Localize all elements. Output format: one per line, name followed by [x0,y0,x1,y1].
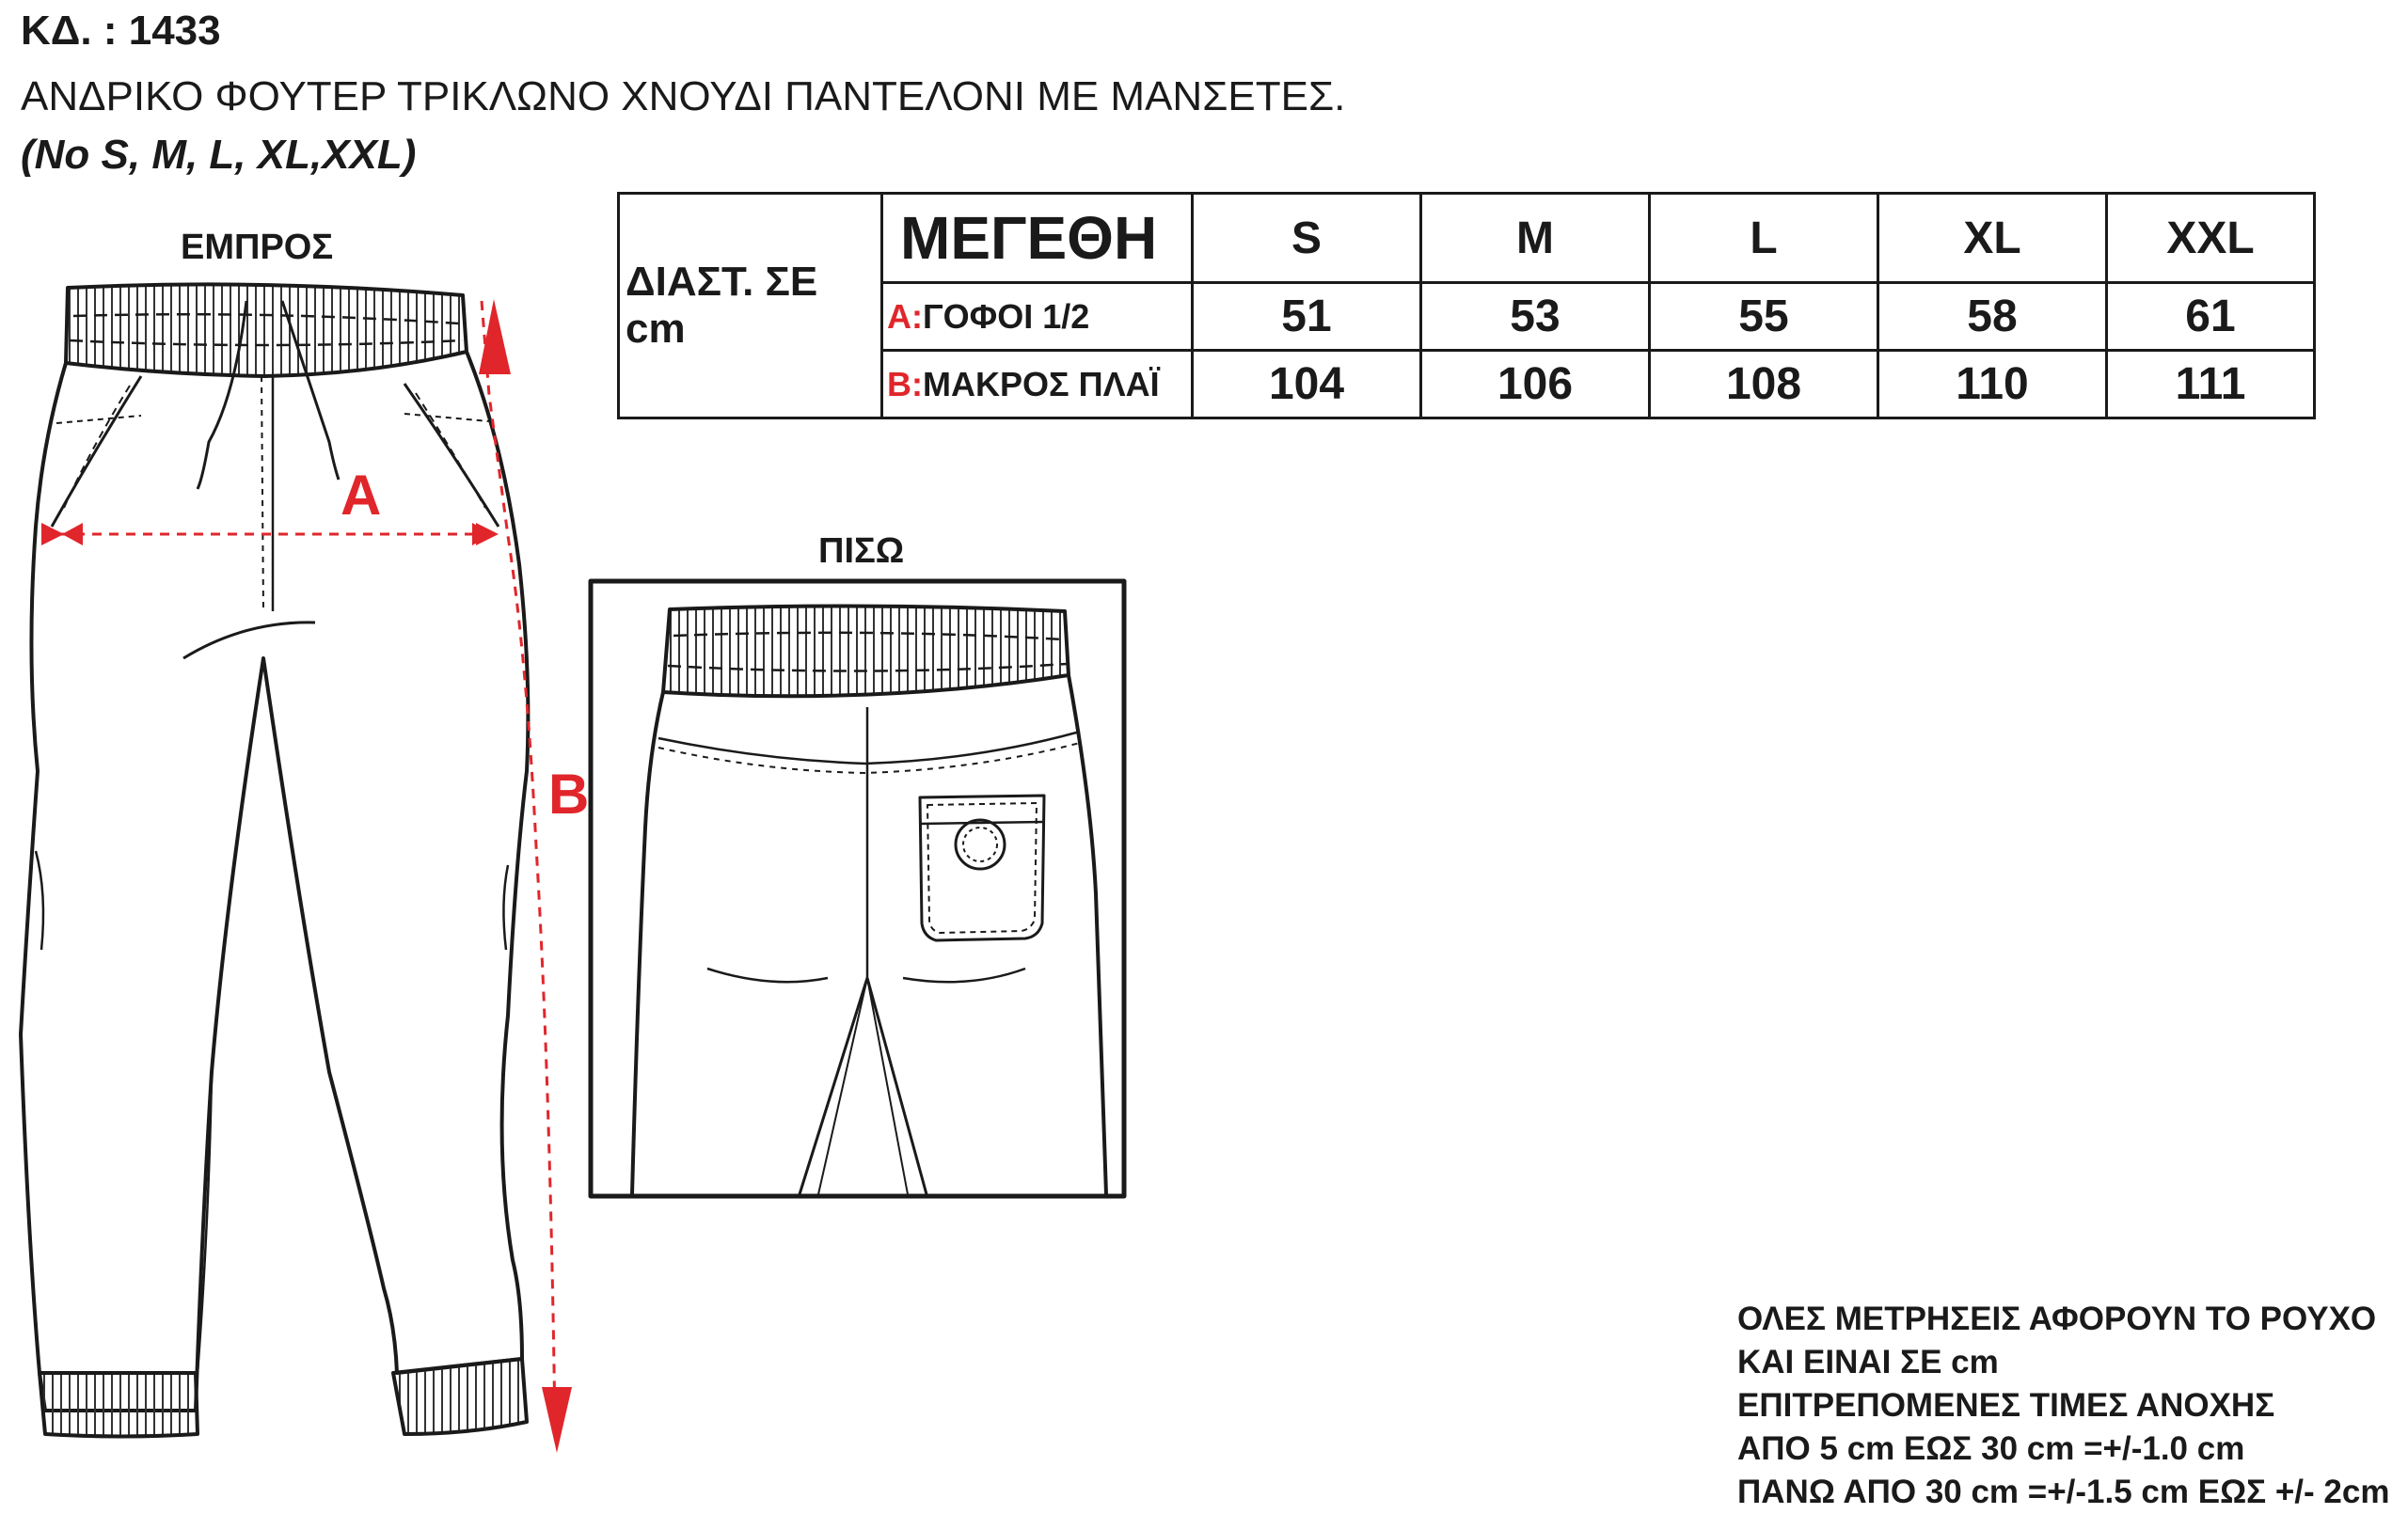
front-right-cuff [393,1359,527,1434]
table-cell: 106 [1421,351,1650,418]
table-cell: 61 [2107,283,2315,351]
note-line: ΑΠΟ 5 cm ΕΩΣ 30 cm =+/-1.0 cm [1737,1430,2245,1467]
measurement-a-line [58,523,493,545]
back-view-drawing [591,581,1124,1196]
available-sizes: (Νο S, M, L, XL,XXL) [21,132,417,178]
note-line: ΚΑΙ ΕΙΝΑΙ ΣΕ cm [1737,1344,1999,1380]
row-prefix: A: [887,296,923,336]
row-prefix: B: [887,364,923,403]
front-view-title: ΕΜΠΡΟΣ [181,228,334,267]
table-cell: 53 [1421,283,1650,351]
front-waistband [66,284,467,376]
size-header-s: S [1193,194,1421,283]
back-view-title: ΠΙΣΩ [818,531,905,571]
product-code: ΚΔ. : 1433 [21,8,221,54]
size-header-xxl: XXL [2107,194,2315,283]
sizes-header: ΜΕΓΕΘΗ [882,194,1193,283]
back-waistband [663,606,1069,696]
product-description: ΑΝΔΡΙΚΟ ΦΟΥΤΕΡ ΤΡΙΚΛΩΝΟ ΧΝΟΥΔΙ ΠΑΝΤΕΛΟΝΙ ΜΕ ΜΑΝΣΕΤΕΣ. [21,73,1346,119]
table-cell: 55 [1650,283,1878,351]
size-header-m: M [1421,194,1650,283]
front-pants-outline [21,352,528,1411]
row-label-text: ΓΟΦΟΙ 1/2 [923,296,1090,336]
measurement-a-label: A [341,464,382,527]
size-header-l: L [1650,194,1878,283]
note-line: ΕΠΙΤΡΕΠΟΜΕΝΕΣ ΤΙΜΕΣ ΑΝΟΧΗΣ [1737,1387,2275,1424]
size-header-xl: XL [1878,194,2107,283]
note-line: ΠΑΝΩ ΑΠΟ 30 cm =+/-1.5 cm ΕΩΣ +/- 2cm [1737,1474,2390,1510]
table-cell: 111 [2107,351,2315,418]
note-line: ΟΛΕΣ ΜΕΤΡΗΣΕΙΣ ΑΦΟΡΟΥΝ ΤΟ ΡΟΥΧΟ [1737,1301,2377,1337]
measurement-b-line [479,299,572,1453]
table-cell: 104 [1193,351,1421,418]
front-left-cuff [40,1373,198,1437]
measurement-b-label: B [548,763,590,826]
table-cell: 58 [1878,283,2107,351]
table-cell: 108 [1650,351,1878,418]
row-label-text: ΜΑΚΡΟΣ ΠΛΑΪ [923,364,1160,403]
dimensions-unit-header: ΔΙΑΣΤ. ΣΕ cm [619,194,882,418]
table-cell: 110 [1878,351,2107,418]
table-cell: 51 [1193,283,1421,351]
front-view-drawing [21,284,528,1436]
